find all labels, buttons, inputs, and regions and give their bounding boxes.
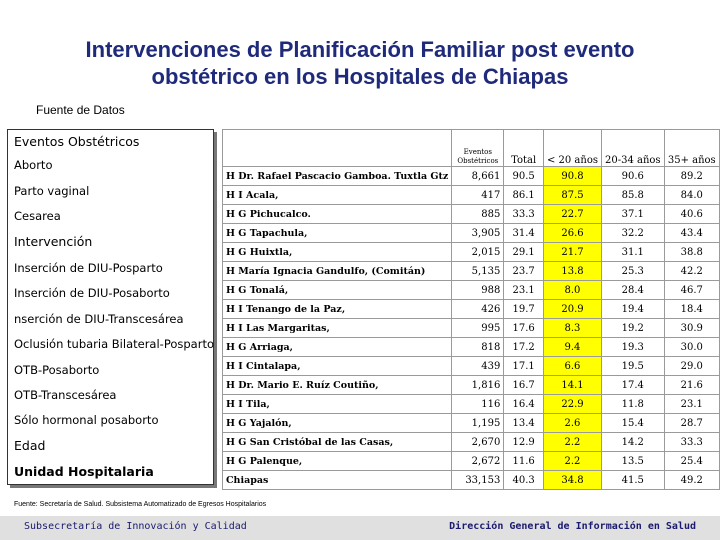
age-35plus-cell: 40.6 (664, 205, 719, 224)
header-hospital (223, 130, 452, 167)
age-35plus-cell: 30.0 (664, 338, 719, 357)
header-eventos: Eventos Obstétricos (452, 130, 504, 167)
table-row (223, 471, 720, 490)
lt20-cell: 87.5 (543, 186, 601, 205)
lt20-cell: 20.9 (543, 300, 601, 319)
age-35plus-cell: 18.4 (664, 300, 719, 319)
hospital-name-cell: H María Ignacia Gandulfo, (Comitán) (223, 262, 452, 281)
age-20-34-cell: 14.2 (601, 433, 664, 452)
panel-item-otb-transcesarea: OTB-Transcesárea (14, 388, 117, 402)
hospital-name-cell: H G San Cristóbal de las Casas, (223, 433, 452, 452)
hospital-name-cell: H I Cintalapa, (223, 357, 452, 376)
age-35plus-cell: 29.0 (664, 357, 719, 376)
age-35plus-cell: 28.7 (664, 414, 719, 433)
panel-item-diu-posparto: Inserción de DIU-Posparto (14, 261, 163, 275)
table-row (223, 357, 720, 376)
total-cell: 11.6 (504, 452, 544, 471)
panel-item-otb-posparto: Oclusión tubaria Bilateral-Posparto (14, 337, 214, 351)
eventos-cell: 426 (452, 300, 504, 319)
lt20-cell: 13.8 (543, 262, 601, 281)
lt20-cell: 8.0 (543, 281, 601, 300)
total-cell: 17.6 (504, 319, 544, 338)
age-20-34-cell: 37.1 (601, 205, 664, 224)
panel-item-parto-vaginal: Parto vaginal (14, 184, 90, 198)
lt20-cell: 26.6 (543, 224, 601, 243)
age-35plus-cell: 21.6 (664, 376, 719, 395)
panel-item-unidad-hospitalaria: Unidad Hospitalaria (14, 464, 154, 479)
age-20-34-cell: 19.3 (601, 338, 664, 357)
hospital-name-cell: H G Huixtla, (223, 243, 452, 262)
lt20-cell: 2.2 (543, 452, 601, 471)
age-20-34-cell: 17.4 (601, 376, 664, 395)
table-row (223, 224, 720, 243)
total-cell: 23.1 (504, 281, 544, 300)
header-total: Total (504, 130, 544, 167)
table-row (223, 262, 720, 281)
age-20-34-cell: 19.2 (601, 319, 664, 338)
age-20-34-cell: 19.4 (601, 300, 664, 319)
panel-item-cesarea: Cesarea (14, 209, 61, 223)
hospital-name-cell: H I Las Margaritas, (223, 319, 452, 338)
header-35plus: 35+ años (664, 130, 719, 167)
age-20-34-cell: 13.5 (601, 452, 664, 471)
table-row (223, 319, 720, 338)
lt20-cell: 2.6 (543, 414, 601, 433)
age-20-34-cell: 11.8 (601, 395, 664, 414)
hospital-name-cell: Chiapas (223, 471, 452, 490)
total-cell: 13.4 (504, 414, 544, 433)
total-cell: 40.3 (504, 471, 544, 490)
table-row (223, 338, 720, 357)
table-header-row (223, 130, 720, 167)
eventos-cell: 995 (452, 319, 504, 338)
eventos-cell: 417 (452, 186, 504, 205)
eventos-cell: 885 (452, 205, 504, 224)
hospital-name-cell: H I Acala, (223, 186, 452, 205)
panel-item-edad: Edad (14, 438, 46, 453)
eventos-cell: 988 (452, 281, 504, 300)
panel-item-eventos-obstetricos: Eventos Obstétricos (14, 134, 140, 149)
panel-item-aborto: Aborto (14, 158, 53, 172)
total-cell: 23.7 (504, 262, 544, 281)
hospital-name-cell: H Dr. Mario E. Ruíz Coutiño, (223, 376, 452, 395)
eventos-cell: 2,672 (452, 452, 504, 471)
age-35plus-cell: 38.8 (664, 243, 719, 262)
eventos-cell: 439 (452, 357, 504, 376)
table-row (223, 186, 720, 205)
header-lt20: < 20 años (543, 130, 601, 167)
age-20-34-cell: 19.5 (601, 357, 664, 376)
eventos-cell: 2,015 (452, 243, 504, 262)
hospital-name-cell: H G Yajalón, (223, 414, 452, 433)
hospital-name-cell: H G Tonalá, (223, 281, 452, 300)
hospital-name-cell: H I Tenango de la Paz, (223, 300, 452, 319)
total-cell: 33.3 (504, 205, 544, 224)
lt20-cell: 2.2 (543, 433, 601, 452)
age-35plus-cell: 46.7 (664, 281, 719, 300)
panel-item-intervencion: Intervención (14, 234, 93, 249)
age-35plus-cell: 42.2 (664, 262, 719, 281)
eventos-cell: 818 (452, 338, 504, 357)
age-20-34-cell: 15.4 (601, 414, 664, 433)
age-35plus-cell: 25.4 (664, 452, 719, 471)
table-row (223, 452, 720, 471)
lt20-cell: 8.3 (543, 319, 601, 338)
title-line-1: Intervenciones de Planificación Familiar post evento (85, 37, 635, 62)
lt20-cell: 9.4 (543, 338, 601, 357)
lt20-cell: 22.7 (543, 205, 601, 224)
source-label: Fuente de Datos (36, 103, 125, 117)
page-title (0, 36, 720, 90)
hospital-name-cell: H G Tapachula, (223, 224, 452, 243)
lt20-cell: 34.8 (543, 471, 601, 490)
hospital-name-cell: H Dr. Rafael Pascacio Gamboa. Tuxtla Gtz (223, 167, 452, 186)
age-35plus-cell: 33.3 (664, 433, 719, 452)
age-20-34-cell: 25.3 (601, 262, 664, 281)
hospital-name-cell: H G Palenque, (223, 452, 452, 471)
total-cell: 86.1 (504, 186, 544, 205)
age-20-34-cell: 85.8 (601, 186, 664, 205)
table-row (223, 243, 720, 262)
eventos-cell: 1,816 (452, 376, 504, 395)
total-cell: 17.1 (504, 357, 544, 376)
lt20-cell: 6.6 (543, 357, 601, 376)
table-row (223, 414, 720, 433)
table-row (223, 167, 720, 186)
total-cell: 17.2 (504, 338, 544, 357)
variables-panel (7, 129, 214, 485)
total-cell: 31.4 (504, 224, 544, 243)
hospital-name-cell: H G Pichucalco. (223, 205, 452, 224)
footer-right-text: Dirección General de Información en Salud (449, 521, 696, 532)
footer-left-text: Subsecretaría de Innovación y Calidad (24, 521, 247, 532)
age-35plus-cell: 84.0 (664, 186, 719, 205)
table-row (223, 395, 720, 414)
eventos-cell: 3,905 (452, 224, 504, 243)
table-row (223, 205, 720, 224)
eventos-cell: 1,195 (452, 414, 504, 433)
total-cell: 12.9 (504, 433, 544, 452)
age-35plus-cell: 23.1 (664, 395, 719, 414)
hospital-name-cell: H I Tila, (223, 395, 452, 414)
total-cell: 90.5 (504, 167, 544, 186)
lt20-cell: 22.9 (543, 395, 601, 414)
age-20-34-cell: 32.2 (601, 224, 664, 243)
total-cell: 29.1 (504, 243, 544, 262)
total-cell: 19.7 (504, 300, 544, 319)
age-35plus-cell: 49.2 (664, 471, 719, 490)
hospital-name-cell: H G Arriaga, (223, 338, 452, 357)
lt20-cell: 21.7 (543, 243, 601, 262)
panel-item-diu-transcesarea: nserción de DIU-Transcesárea (14, 312, 184, 326)
age-20-34-cell: 28.4 (601, 281, 664, 300)
table-row (223, 376, 720, 395)
age-20-34-cell: 31.1 (601, 243, 664, 262)
eventos-cell: 5,135 (452, 262, 504, 281)
age-20-34-cell: 41.5 (601, 471, 664, 490)
age-35plus-cell: 89.2 (664, 167, 719, 186)
eventos-cell: 116 (452, 395, 504, 414)
panel-item-diu-posaborto: Inserción de DIU-Posaborto (14, 286, 170, 300)
eventos-cell: 33,153 (452, 471, 504, 490)
title-line-2: obstétrico en los Hospitales de Chiapas (151, 64, 569, 89)
lt20-cell: 14.1 (543, 376, 601, 395)
age-35plus-cell: 43.4 (664, 224, 719, 243)
panel-item-solo-hormonal: Sólo hormonal posaborto (14, 413, 159, 427)
panel-item-otb-posaborto: OTB-Posaborto (14, 363, 100, 377)
age-35plus-cell: 30.9 (664, 319, 719, 338)
hospital-table (222, 129, 720, 490)
table-row (223, 433, 720, 452)
footer-bar (0, 516, 720, 540)
total-cell: 16.4 (504, 395, 544, 414)
header-20-34: 20-34 años (601, 130, 664, 167)
footnote-source: Fuente: Secretaría de Salud. Subsistema Automatizado de Egresos Hospitalarios (14, 501, 267, 508)
total-cell: 16.7 (504, 376, 544, 395)
lt20-cell: 90.8 (543, 167, 601, 186)
age-20-34-cell: 90.6 (601, 167, 664, 186)
table-row (223, 300, 720, 319)
eventos-cell: 2,670 (452, 433, 504, 452)
table-row (223, 281, 720, 300)
eventos-cell: 8,661 (452, 167, 504, 186)
